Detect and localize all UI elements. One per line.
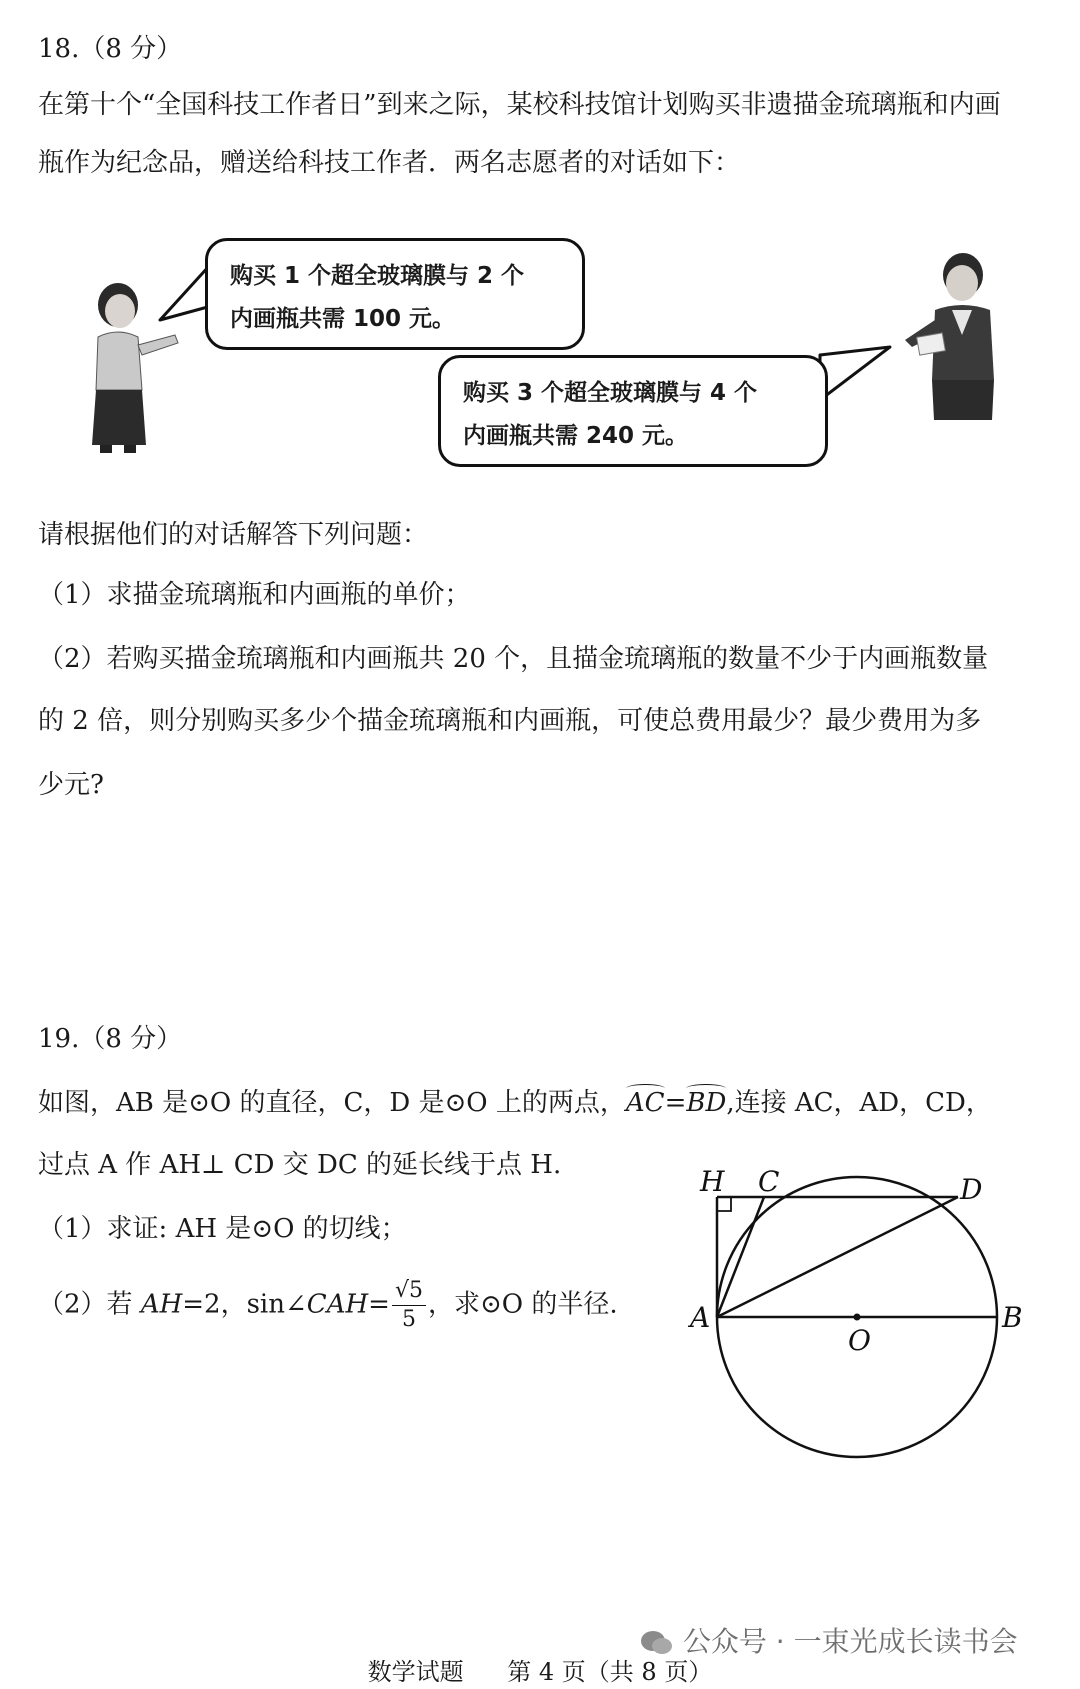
arc-equals: =: [664, 1088, 687, 1118]
q19-part2-d: ，求⊙O 的半径.: [427, 1289, 618, 1320]
q18-prompt: 请根据他们的对话解答下列问题：: [38, 520, 429, 550]
fraction-denominator: 5: [401, 1307, 416, 1332]
q19-heading: 19.（8 分）: [38, 1024, 183, 1054]
q18-text-line1: 在第十个“全国科技工作者日”到来之际，某校科技馆计划购买非遗描金琉璃瓶和内画: [38, 90, 1001, 120]
girl-volunteer-icon: [92, 283, 178, 453]
boy-volunteer-icon: [905, 253, 994, 420]
label-d: D: [960, 1173, 983, 1206]
label-h: H: [700, 1165, 725, 1198]
q19-part1: （1）求证: AH 是⊙O 的切线；: [38, 1214, 407, 1244]
label-b: B: [1002, 1301, 1023, 1334]
bubble1-line1: 购买 1 个超全玻璃膜与 2 个: [230, 263, 525, 289]
segment-ac: [717, 1197, 764, 1317]
label-a: A: [690, 1301, 711, 1334]
q19-part2-ah: AH: [140, 1289, 183, 1320]
q18-part2-line3: 少元?: [38, 770, 104, 800]
arc-ac: AC: [625, 1088, 665, 1118]
watermark-text: 公众号 · 一束光成长读书会: [682, 1625, 1018, 1658]
label-c: C: [758, 1165, 780, 1198]
speech-bubble-boy: [438, 355, 828, 467]
segment-ad: [717, 1197, 958, 1317]
q19-line1-b: ,连接 AC，AD，CD，: [726, 1088, 992, 1118]
q19-part2-a: （2）若: [38, 1289, 141, 1320]
q18-part1: （1）求描金琉璃瓶和内画瓶的单价；: [38, 580, 471, 610]
q19-part2-cah: CAH: [306, 1289, 369, 1320]
q19-line1-a: 如图，AB 是⊙O 的直径，C，D 是⊙O 上的两点，: [38, 1088, 626, 1118]
arc-bd: BD: [686, 1088, 727, 1118]
q18-part2-line2: 的 2 倍，则分别购买多少个描金琉璃瓶和内画瓶，可使总费用最少？最少费用为多: [38, 706, 982, 736]
right-angle-mark: [717, 1197, 731, 1211]
page-footer: [0, 1652, 1080, 1687]
q18-text-line2: 瓶作为纪念品，赠送给科技工作者．两名志愿者的对话如下：: [38, 148, 741, 178]
sqrt5-over-5-fraction: [392, 1280, 426, 1331]
q19-text-line1: [38, 1090, 992, 1116]
q18-part2-line1: （2）若购买描金琉璃瓶和内画瓶共 20 个，且描金琉璃瓶的数量不少于内画瓶数量: [38, 644, 989, 674]
q19-part2: [38, 1280, 618, 1331]
center-point: [854, 1314, 861, 1321]
footer-page-number: 第 4 页（共 8 页）: [507, 1658, 713, 1686]
q18-heading: 18.（8 分）: [38, 34, 183, 64]
footer-subject: 数学试题: [367, 1658, 464, 1686]
q19-part2-c: =: [368, 1289, 390, 1320]
bubble2-tail: [820, 347, 890, 400]
speech-bubble-girl: [205, 238, 585, 350]
bubble2-line1: 购买 3 个超全玻璃膜与 4 个: [463, 380, 758, 406]
q19-part2-b: =2，sin∠: [182, 1289, 307, 1320]
bubble2-line2: 内画瓶共需 240 元。: [463, 423, 689, 449]
circle-geometry-figure: [680, 1155, 1040, 1485]
label-o: O: [848, 1324, 871, 1357]
fraction-numerator: √5: [392, 1280, 426, 1306]
bubble1-line2: 内画瓶共需 100 元。: [230, 306, 456, 332]
q19-text-line2: 过点 A 作 AH⊥ CD 交 DC 的延长线于点 H.: [38, 1150, 562, 1180]
